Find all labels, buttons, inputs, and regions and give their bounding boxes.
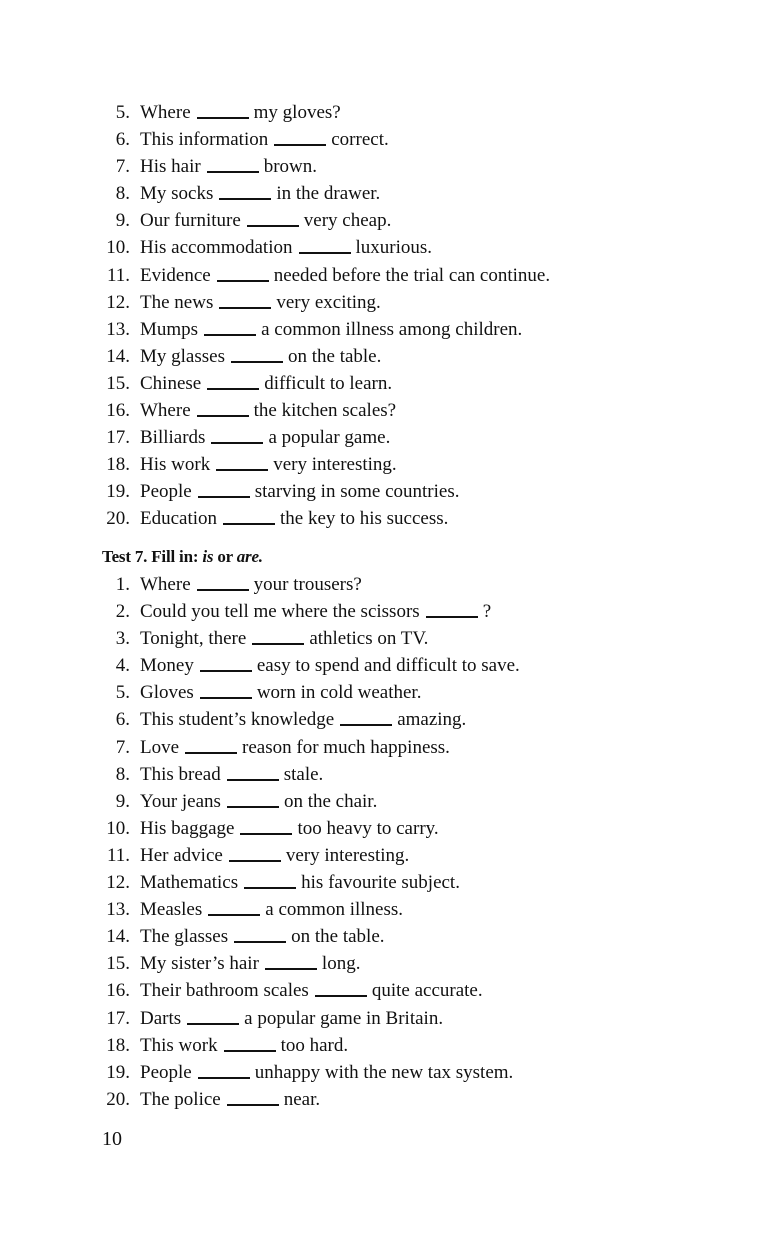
answer-blank[interactable]: [185, 752, 237, 754]
answer-blank[interactable]: [252, 643, 304, 645]
sentence-start: Mathematics: [140, 872, 239, 894]
sentence-start: His accommodation: [140, 237, 293, 259]
item-sentence: [140, 734, 450, 761]
exercise-item: [0, 1086, 768, 1113]
sentence-start: Evidence: [140, 264, 211, 286]
item-sentence: [140, 478, 459, 505]
sentence-start: Chinese: [140, 372, 202, 394]
sentence-end: needed before the trial can continue.: [273, 264, 551, 286]
sentence-end: a common illness.: [265, 899, 403, 921]
answer-blank[interactable]: [200, 697, 252, 699]
item-number: 14.: [106, 345, 130, 367]
sentence-start: Billiards: [140, 427, 206, 449]
sentence-start: My socks: [140, 183, 214, 205]
answer-blank[interactable]: [197, 589, 249, 591]
sentence-start: Her advice: [140, 844, 223, 866]
item-number: 18.: [106, 454, 130, 476]
answer-blank[interactable]: [229, 860, 281, 862]
sentence-start: Your jeans: [140, 790, 221, 812]
sentence-start: This student’s knowledge: [140, 709, 335, 731]
sentence-start: This bread: [140, 763, 221, 785]
item-sentence: [140, 1005, 443, 1032]
item-sentence: [140, 343, 381, 370]
answer-blank[interactable]: [244, 887, 296, 889]
item-number: 14.: [106, 926, 130, 948]
item-sentence: [140, 679, 421, 706]
exercise-item: [0, 316, 768, 343]
answer-blank[interactable]: [265, 968, 317, 970]
exercise-item: [0, 950, 768, 977]
sentence-end: difficult to learn.: [264, 372, 393, 394]
heading-word-are: are.: [236, 547, 263, 566]
item-sentence: [140, 424, 390, 451]
sentence-end: my gloves?: [253, 102, 341, 123]
sentence-end: reason for much happiness.: [242, 736, 450, 758]
sentence-start: His baggage: [140, 817, 235, 839]
item-number: 20.: [106, 1088, 130, 1110]
item-number: 6.: [115, 709, 130, 731]
answer-blank[interactable]: [227, 1104, 279, 1106]
answer-blank[interactable]: [315, 995, 367, 997]
exercise-item: [0, 788, 768, 815]
sentence-start: This work: [140, 1034, 218, 1056]
item-number: 2.: [115, 601, 130, 623]
sentence-end: in the drawer.: [276, 183, 381, 205]
exercise-item: [0, 397, 768, 424]
item-sentence: [140, 207, 391, 234]
sentence-end: the key to his success.: [280, 508, 449, 530]
sentence-start: This information: [140, 129, 269, 151]
exercise-item: [0, 869, 768, 896]
exercise-item: [0, 625, 768, 652]
item-number: 20.: [106, 508, 130, 530]
answer-blank[interactable]: [198, 496, 250, 498]
item-sentence: [140, 126, 389, 153]
sentence-start: Measles: [140, 899, 203, 921]
item-number: 8.: [115, 183, 130, 205]
item-sentence: [140, 289, 381, 316]
answer-blank[interactable]: [219, 198, 271, 200]
test-7-exercise-list: [0, 571, 768, 1113]
sentence-end: a popular game.: [268, 427, 391, 449]
sentence-start: Gloves: [140, 682, 194, 704]
sentence-end: amazing.: [397, 709, 467, 731]
answer-blank[interactable]: [274, 144, 326, 146]
sentence-start: Money: [140, 655, 194, 677]
item-sentence: [140, 1086, 320, 1113]
exercise-item: [0, 571, 768, 598]
answer-blank[interactable]: [224, 1050, 276, 1052]
item-sentence: [140, 370, 392, 397]
sentence-start: Mumps: [140, 318, 199, 340]
answer-blank[interactable]: [299, 252, 351, 254]
item-number: 18.: [106, 1034, 130, 1056]
sentence-start: His work: [140, 454, 211, 476]
answer-blank[interactable]: [217, 280, 269, 282]
exercise-item: [0, 977, 768, 1004]
sentence-start: The glasses: [140, 926, 229, 948]
item-number: 10.: [106, 237, 130, 259]
exercise-item: [0, 815, 768, 842]
exercise-item: [0, 289, 768, 316]
sentence-end: very interesting.: [285, 844, 410, 866]
exercise-item: [0, 706, 768, 733]
exercise-item: [0, 478, 768, 505]
sentence-start: The news: [140, 291, 214, 313]
item-number: 11.: [106, 264, 130, 286]
item-sentence: [140, 598, 491, 625]
exercise-item: [0, 234, 768, 261]
sentence-end: luxurious.: [355, 237, 433, 259]
sentence-end: correct.: [331, 129, 389, 151]
answer-blank[interactable]: [197, 117, 249, 119]
exercise-item: [0, 343, 768, 370]
exercise-item: [0, 451, 768, 478]
sentence-start: Darts: [140, 1007, 182, 1029]
item-sentence: [140, 180, 380, 207]
exercise-item: [0, 652, 768, 679]
item-number: 7.: [115, 156, 130, 178]
item-sentence: [140, 977, 483, 1004]
answer-blank[interactable]: [340, 724, 392, 726]
item-sentence: [140, 869, 460, 896]
sentence-end: a popular game in Britain.: [244, 1007, 444, 1029]
sentence-end: easy to spend and difficult to save.: [256, 655, 520, 677]
sentence-start: Love: [140, 736, 180, 758]
page-number: 10: [102, 1128, 122, 1150]
sentence-end: on the table.: [287, 345, 382, 367]
item-number: 3.: [115, 628, 130, 650]
exercise-item: [0, 679, 768, 706]
item-number: 17.: [106, 427, 130, 449]
sentence-start: People: [140, 1061, 192, 1083]
item-sentence: [140, 842, 409, 869]
sentence-start: Where: [140, 400, 191, 422]
sentence-start: My glasses: [140, 345, 225, 367]
sentence-start: Where: [140, 574, 191, 595]
answer-blank[interactable]: [426, 616, 478, 618]
exercise-item: [0, 505, 768, 532]
exercise-item: [0, 923, 768, 950]
item-sentence: [140, 234, 432, 261]
exercise-item: [0, 734, 768, 761]
answer-blank[interactable]: [223, 523, 275, 525]
answer-blank[interactable]: [231, 361, 283, 363]
item-number: 9.: [115, 210, 130, 232]
sentence-start: Our furniture: [140, 210, 241, 232]
item-number: 16.: [106, 400, 130, 422]
exercise-item: [0, 1005, 768, 1032]
item-sentence: [140, 397, 396, 424]
item-number: 15.: [106, 372, 130, 394]
exercise-item: [0, 1032, 768, 1059]
item-number: 6.: [115, 129, 130, 151]
item-number: 13.: [106, 318, 130, 340]
sentence-start: Could you tell me where the scissors: [140, 601, 420, 623]
sentence-end: long.: [321, 953, 361, 975]
sentence-end: your trousers?: [253, 574, 362, 595]
item-sentence: [140, 451, 397, 478]
item-sentence: [140, 625, 428, 652]
item-sentence: [140, 505, 448, 532]
item-number: 1.: [115, 574, 130, 595]
exercise-item: [0, 99, 768, 126]
answer-blank[interactable]: [219, 307, 271, 309]
answer-blank[interactable]: [234, 941, 286, 943]
sentence-end: near.: [283, 1088, 321, 1110]
item-number: 10.: [106, 817, 130, 839]
exercise-item: [0, 896, 768, 923]
sentence-start: The police: [140, 1088, 221, 1110]
exercise-item: [0, 262, 768, 289]
exercise-item: [0, 842, 768, 869]
exercise-item: [0, 370, 768, 397]
sentence-end: unhappy with the new tax system.: [254, 1061, 514, 1083]
sentence-end: athletics on TV.: [309, 628, 429, 650]
item-number: 19.: [106, 481, 130, 503]
sentence-end: his favourite subject.: [301, 872, 460, 894]
item-sentence: [140, 1059, 513, 1086]
sentence-start: My sister’s hair: [140, 953, 259, 975]
exercise-item: [0, 761, 768, 788]
item-number: 16.: [106, 980, 130, 1002]
sentence-end: on the chair.: [283, 790, 378, 812]
item-sentence: [140, 761, 323, 788]
sentence-start: Their bathroom scales: [140, 980, 309, 1002]
sentence-end: a common illness among children.: [261, 318, 523, 340]
sentence-end: starving in some countries.: [254, 481, 460, 503]
sentence-start: People: [140, 481, 192, 503]
item-number: 11.: [106, 844, 130, 866]
item-sentence: [140, 1032, 348, 1059]
item-sentence: [140, 316, 522, 343]
item-sentence: [140, 950, 360, 977]
answer-blank[interactable]: [197, 415, 249, 417]
item-sentence: [140, 262, 550, 289]
item-number: 17.: [106, 1007, 130, 1029]
item-number: 13.: [106, 899, 130, 921]
exercise-item: [0, 126, 768, 153]
item-sentence: [140, 896, 403, 923]
item-number: 12.: [106, 872, 130, 894]
exercise-list-continued: [0, 99, 768, 533]
item-sentence: [140, 571, 362, 598]
answer-blank[interactable]: [198, 1077, 250, 1079]
item-number: 9.: [115, 790, 130, 812]
item-sentence: [140, 923, 385, 950]
exercise-item: [0, 598, 768, 625]
sentence-end: very interesting.: [273, 454, 397, 476]
sentence-end: on the table.: [291, 926, 385, 948]
answer-blank[interactable]: [200, 670, 252, 672]
sentence-end: ?: [482, 601, 492, 623]
sentence-end: quite accurate.: [371, 980, 483, 1002]
exercise-item: [0, 180, 768, 207]
sentence-end: worn in cold weather.: [256, 682, 422, 704]
answer-blank[interactable]: [247, 225, 299, 227]
heading-word-is: is: [202, 547, 214, 566]
sentence-start: Where: [140, 102, 191, 123]
heading-prefix: Test 7. Fill in:: [102, 547, 203, 566]
item-sentence: [140, 652, 520, 679]
exercise-item: [0, 1059, 768, 1086]
item-sentence: [140, 706, 466, 733]
answer-blank[interactable]: [187, 1023, 239, 1025]
test-7-heading: [102, 545, 263, 569]
heading-word-or: or: [213, 547, 237, 566]
item-number: 7.: [115, 736, 130, 758]
item-number: 15.: [106, 953, 130, 975]
answer-blank[interactable]: [207, 171, 259, 173]
item-number: 4.: [115, 655, 130, 677]
item-number: 19.: [106, 1061, 130, 1083]
answer-blank[interactable]: [227, 806, 279, 808]
sentence-end: brown.: [263, 156, 317, 178]
item-number: 5.: [115, 102, 130, 123]
answer-blank[interactable]: [240, 833, 292, 835]
sentence-end: stale.: [283, 763, 324, 785]
answer-blank[interactable]: [208, 914, 260, 916]
item-number: 5.: [115, 682, 130, 704]
sentence-start: Education: [140, 508, 218, 530]
exercise-item: [0, 207, 768, 234]
exercise-item: [0, 424, 768, 451]
item-sentence: [140, 99, 341, 126]
answer-blank[interactable]: [207, 388, 259, 390]
sentence-end: too hard.: [280, 1034, 349, 1056]
sentence-start: His hair: [140, 156, 201, 178]
answer-blank[interactable]: [216, 469, 268, 471]
sentence-end: the kitchen scales?: [253, 400, 397, 422]
item-number: 12.: [106, 291, 130, 313]
answer-blank[interactable]: [227, 779, 279, 781]
sentence-start: Tonight, there: [140, 628, 247, 650]
exercise-item: [0, 153, 768, 180]
item-sentence: [140, 153, 317, 180]
answer-blank[interactable]: [204, 334, 256, 336]
sentence-end: too heavy to carry.: [297, 817, 439, 839]
sentence-end: very exciting.: [276, 291, 381, 313]
sentence-end: very cheap.: [303, 210, 392, 232]
item-number: 8.: [115, 763, 130, 785]
item-sentence: [140, 788, 377, 815]
item-sentence: [140, 815, 439, 842]
answer-blank[interactable]: [211, 442, 263, 444]
